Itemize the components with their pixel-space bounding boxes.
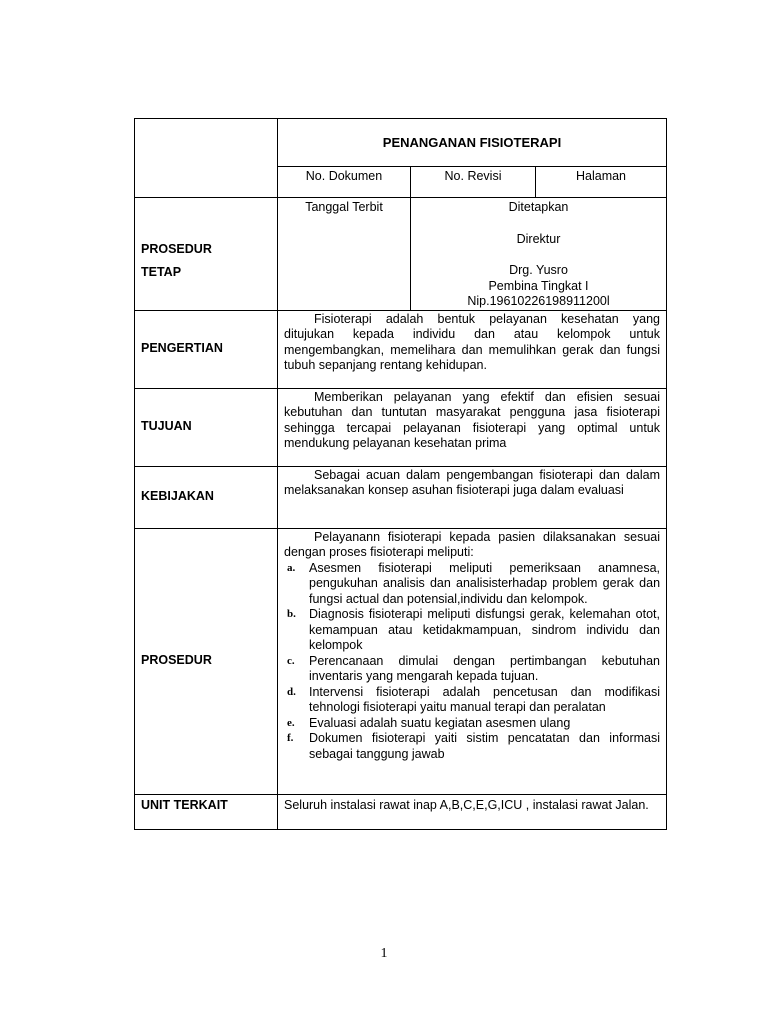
list-marker: b. [287,608,296,620]
list-item [284,685,660,716]
list-item [284,731,660,762]
ditetapkan-cell [411,198,667,311]
pengertian-label: PENGERTIAN [135,310,278,388]
prosedur-steps-list [284,561,660,763]
logo-cell [135,119,278,198]
list-marker: d. [287,685,296,698]
list-item-text: Asesmen fisioterapi meliputi pemeriksaan anamnesa, pengukuhan analisis dan analisisterhadap problem gerak dan fungsi actual dan potensial,individu dan kelompok. [309,560,661,606]
document-title: PENANGANAN FISIOTERAPI [278,119,667,167]
no-dokumen-cell: No. Dokumen [278,167,411,198]
tujuan-cell [278,388,667,466]
list-item-text: Intervensi fisioterapi adalah pencetusan dan modifikasi tehnologi fisioterapi yaitu manual terapi dan peralatan [309,684,661,714]
list-marker: f. [287,732,294,744]
tujuan-label: TUJUAN [135,388,278,466]
list-item-text: Perencanaan dimulai dengan pertimbangan kebutuhan inventaris yang mengarah kepada tujuan. [309,653,661,683]
list-item-text: Evaluasi adalah suatu kegiatan asesmen ulang [309,715,571,730]
unit-terkait-label: UNIT TERKAIT [135,794,278,829]
tujuan-text: Memberikan pelayanan yang efektif dan efisien sesuai kebutuhan dan tuntutan masyarakat pengguna jasa fisioterapi sehingga tercapai pelayanan fisioterapi yang optimal untuk mendukung pelayanan kesehatan prima [284,389,661,450]
pengertian-text: Fisioterapi adalah bentuk pelayanan kesehatan yang ditujukan kepada individu dan atau kelompok untuk mengembangkan, memelihara dan memulihkan gerak dan fungsi tubuh sepanjang rentang kehidupan. [284,311,661,372]
pengertian-cell [278,310,667,388]
prosedur-tetap-label [135,198,278,311]
kebijakan-cell [278,466,667,528]
tanggal-terbit-cell: Tanggal Terbit [278,198,411,311]
prosedur-cell [278,528,667,794]
list-marker: e. [287,716,295,729]
list-marker: a. [287,561,296,574]
prosedur-tetap-line1: PROSEDUR [141,242,212,256]
list-item-text: Diagnosis fisioterapi meliputi disfungsi gerak, kelemahan otot, kemampuan atau ketidakmampuan, sindrom individu dan kelompok [309,607,661,652]
sop-table [134,118,667,830]
list-marker: c. [287,654,295,667]
list-item [284,654,660,685]
list-item-text: Dokumen fisioterapi yaiti sistim pencatatan dan informasi sebagai tanggung jawab [309,731,661,761]
director-rank: Pembina Tingkat I [488,278,589,293]
prosedur-label: PROSEDUR [135,528,278,794]
direktur-text: Direktur [516,231,561,246]
prosedur-intro: Pelayanann fisioterapi kepada pasien dilaksanakan sesuai dengan proses fisioterapi meliputi: [284,529,661,559]
no-revisi-cell: No. Revisi [411,167,536,198]
director-nip: Nip.19610226198911200l [467,294,610,308]
list-item [284,716,660,732]
unit-terkait-cell [278,794,667,829]
halaman-cell: Halaman [536,167,667,198]
unit-terkait-text: Seluruh instalasi rawat inap A,B,C,E,G,ICU , instalasi rawat Jalan. [284,797,649,812]
kebijakan-label: KEBIJAKAN [135,466,278,528]
page-number: 1 [380,946,388,961]
ditetapkan-text: Ditetapkan [508,200,569,214]
list-item [284,607,660,654]
list-item [284,561,660,608]
kebijakan-text: Sebagai acuan dalam pengembangan fisioterapi dan dalam melaksanakan konsep asuhan fisioterapi juga dalam evaluasi [284,467,661,497]
director-name: Drg. Yusro [509,263,568,277]
prosedur-tetap-line2: TETAP [141,265,182,279]
